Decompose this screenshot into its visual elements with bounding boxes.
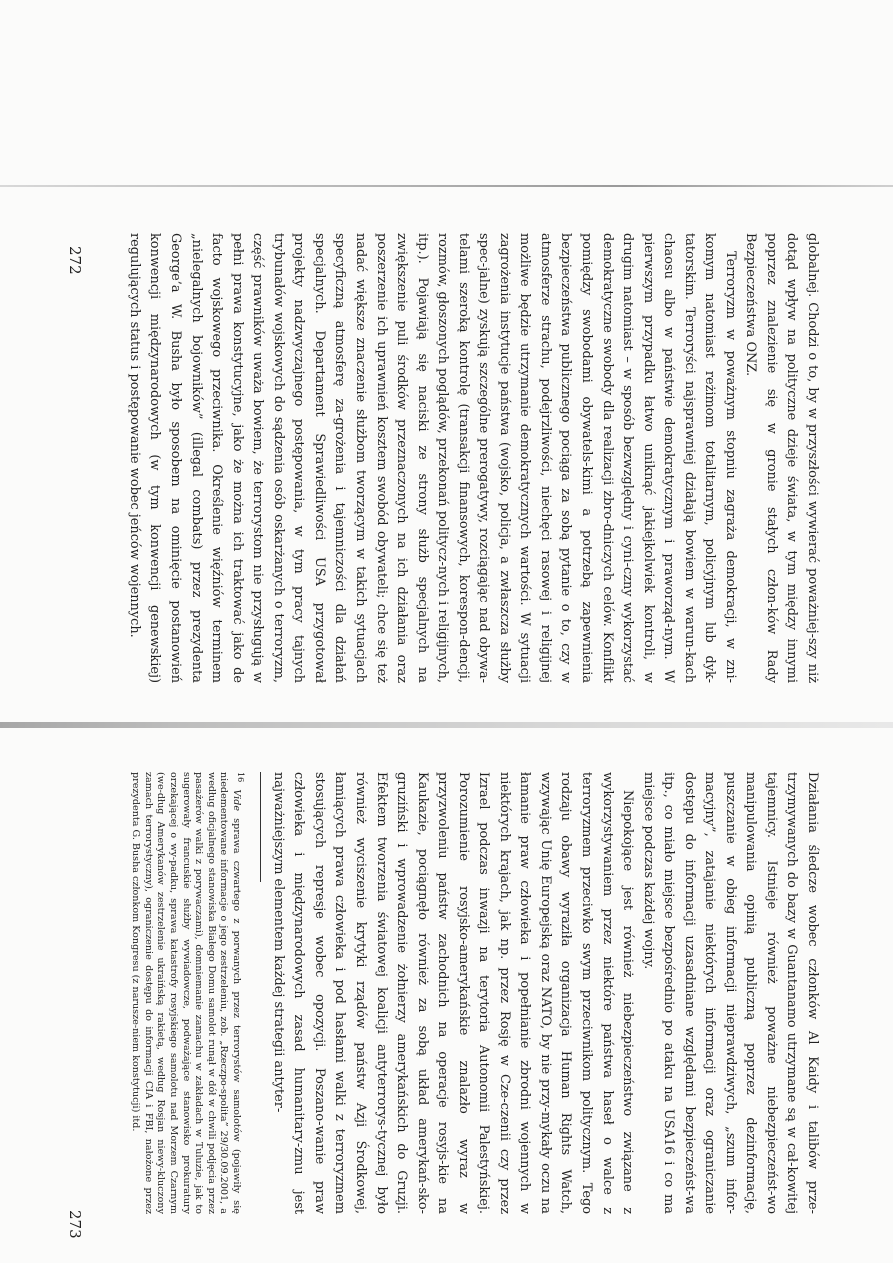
footnote-separator (260, 772, 261, 882)
page-number: 273 (66, 1210, 84, 1239)
page-272-text-column (126, 233, 822, 683)
footnote (129, 772, 247, 1214)
footnote-marker: 16 (236, 772, 246, 783)
book-gutter-shadow (0, 722, 893, 728)
paragraph: Działania śledcze wobec członków Al Kaidy i talibów prze-trzymywanych do bazy w Guantanamo utrzymane są w cał-kowitej tajemnicy. Istnieje również poważne niebezpieczeńst-wo manipulowania opinią publiczną poprzez dezinformację, puszczanie w obieg informacji nieprawdziwych, „szum infor-macyjny”, zatajanie niektórych informacji oraz ograniczanie dostępu do informacji uzasadniane względami bezpieczeńst-wa itp., co miało miejsce bezpośrednio po ataku na USA16 i co ma miejsce podczas każdej wojny. (640, 772, 820, 1214)
page-273-text-column (130, 772, 822, 1214)
page-number: 272 (66, 246, 84, 275)
paragraph: Terroryzm w poważnym stopniu zagraża demokracji, w zni-komym natomiast reżimom totalitarnym, policyjnym lub dyk-tatorskim. Terroryści najsprawniej działają bowiem w warun-kach chaosu albo w państwie demokratycznym i praworząd-nym. W pierwszym przypadku łatwo uniknąć jakiejkolwiek kontroli, w drugim natomiast – w sposób bezwzględny i cyni-czny wykorzystać demokratyczne swobody dla realizacji zbro-dniczych celów. Konflikt pomiędzy swobodami obywatels-kimi a potrzebą zapewnienia bezpieczeństwa publicznego pociąga za sobą pytanie o to, czy w atmosferze strachu, podejrzliwości, niechęci rasowej i religijnej możliwe będzie utrzymanie demokratycznych wartości. W sytuacji zagrożenia instytucje państwa (wojsko, policja, a zwłaszcza służby spec-jalne) zyskują szczególne prerogatywy, rozciągając nad obywa-telami szeroką kontrolę (transakcji finansowych, korespon-dencji, rozmów, głoszonych poglądów, przekonań politycz-nych i religijnych, itp.). Pojawiają się naciski ze strony służb specjalnych na zwiększenie puli środków przeznaczonych na ich działania oraz poszerzenie ich uprawnień kosztem swobód obywateli; chce się też nadać większe znaczenie służbom tworzącym w takich sytuacjach specyficzną atmosferę za-grożenia i tajemniczości dla działań specjalnych. Departament Sprawiedliwości USA przygotował projekty nadzwyczajnego postępowania, w tym pracy tajnych trybunałów wojskowych do sądzenia osób oskarżanych o terroryzm, część prawników uważa bowiem, że terrorystom nie przysługują w pełni prawa konstytucyjne, jako że można ich traktować jako de facto wojskowego przeciwnika. Określenie więźniów terminem „nielegalnych bojowników” (illegal combats) przez prezydenta George’a W. Busha było sposobem na ominięcie postanowień konwencji międzynarodowych (w tym konwencji genewskiej) regulujących status i postępowanie wobec jeńców wojennych. (126, 233, 738, 683)
paragraph: globalnej. Chodzi o to, by w przyszłości wywierać poważniej-szy niż dotąd wpływ na polityczne dzieje świata, w tym między innymi poprzez znalezienie się w gronie stałych człon-ków Rady Bezpieczeństwa ONZ. (743, 233, 820, 683)
footnote-text: sprawa czwartego z porwanych przez terrorystów samolotów (pojawiły się niedementowane informacje o jego zestrzeleniu, zob. „Rzeczpo-spolita” 29/30.09.2001, a według oficjalnego stanowiska Białego Domu samolot runął w dół w chwili podjęcia przez pasażerów walki z porywaczami), domniemanie zamachu w zakładach w Tuluzie, jak to sugerowały francuskie służby wywiadowcze, podważające stanowisko prokuratury orzekającej o wy-padku, sprawa katastrofy rosyjskiego samolotu nad Morzem Czarnym (we-dług Amerykanów zestrzelenie ukraińską rakietą, według Rosjan niewy-kluczony zamach terrorystyczny), ograniczenie dostępu do informacji CIA i FBI, nałożone przez prezydenta G. Busha członkom Kongresu (z narusze-niem konstytucji) itd. (130, 772, 243, 1214)
paragraph: Niepokojące jest również niebezpieczeństwo związane z wykorzystywaniem przez niektóre państwa haseł o walce z terroryzmem przeciwko swym przeciwnikom politycznym. Tego rodzaju obawy wyraziła organizacja Human Rights Watch, wzywając Unię Europejską oraz NATO, by nie przy-mykały oczu na łamanie praw człowieka i popełnianie zbrodni wojennych w niektórych krajach, jak np. przez Rosję w Cze-czenii czy przez Izrael podczas inwazji na terytoria Autonomii Palestyńskiej. Porozumienie rosyjsko-amerykańskie znalazło wyraz w przyzwoleniu państw zachodnich na operacje rosyjs-kie na Kaukazie, pociągnęło również za sobą układ amerykań-sko-gruziński i wprowadzenie żołnierzy amerykańskich do Gruzji. Efektem tworzenia światowej koalicji antyterrorys-tycznej było również wyciszenie krytyki rządów państw Azji Środkowej, łamiących prawa człowieka i pod hasłami walki z terroryzmem stosujących represje wobec opozycji. Poszano-wanie praw człowieka i międzynarodowych zasad humanitary-zmu jest najważniejszym elementem każdej strategii antyter- (270, 772, 636, 1214)
scan-fold-line (0, 185, 893, 187)
footnote-lead: Vide (231, 789, 243, 812)
